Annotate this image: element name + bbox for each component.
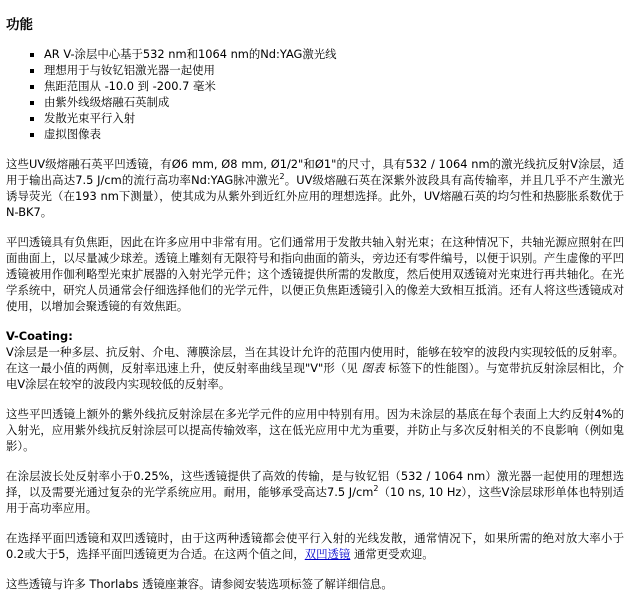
feature-item: ▪ 虚拟图像表 — [44, 126, 624, 142]
lens-selection-text-continued: 通常更受欢迎。 — [350, 547, 434, 561]
vcoating-text-continued: 标签下的性能图）。与宽带抗反射涂层相比，介电V涂层在较窄的波段内实现较低的反射率。 — [6, 361, 624, 391]
compatibility-paragraph: 这些透镜与许多 Thorlabs 透镜座兼容。请参阅安装选项标签了解详细信息。 — [6, 577, 393, 591]
uv-coating-paragraph: 这些平凹透镜上额外的紫外线抗反射涂层在多光学元件的应用中特别有用。因为未涂层的基底在每个表面上大约反射4%的入射光，应用紫外线抗反射涂层可以提高传输效率，这在低光应用中尤为重要，并防止与多次反射相关的不良影响（例如鬼影）。 — [6, 407, 624, 453]
feature-item: ▪ 理想用于与钕钇铝激光器一起使用 — [44, 62, 624, 78]
intro-text: 这些UV级熔融石英平凹透镜，有Ø6 mm, Ø8 mm, Ø1/2"和Ø1"的尺寸，具有532 / 1064 nm的激光线抗反射V涂层，适用于输出高达7.5 J/cm的流行高功率Nd:YAG脉冲激光 — [6, 157, 624, 187]
lens-selection-paragraph — [6, 530, 624, 562]
reflectance-text-continued: （10 ns, 10 Hz），这些V涂层球形单体也特别适用于高功率应用。 — [6, 485, 625, 515]
bi-concave-lens-link[interactable]: 双凹透镜 — [304, 547, 351, 561]
vcoating-paragraph — [6, 328, 624, 392]
superscript: 2 — [373, 484, 379, 494]
plano-concave-paragraph: 平凹透镜具有负焦距，因此在许多应用中非常有用。它们通常用于发散共轴入射光束；在这种情况下，共轴光源应照射在凹面曲面上，以尽量减少球差。透镜上雕刻有无限符号和指向曲面的箭头，旁边还有零件编号，以便于识别。产生虚像的平凹透镜被用作伽利略型光束扩展器的入射光学元件；这个透镜提供所需的发散度，然后使用双透镜对光束进行再共轴化。在光学系统中，研究人员通常会仔细选择他们的光学元件，以便正负焦距透镜引入的像差大致相互抵消。还有人将这些透镜成对使用，以增加会聚透镜的有效焦距。 — [6, 235, 624, 313]
vcoating-title: V-Coating: — [6, 329, 73, 343]
feature-item: ▪ AR V-涂层中心基于532 nm和1064 nm的Nd:YAG激光线 — [44, 46, 624, 62]
section-title: 功能 — [6, 17, 33, 33]
intro-paragraph — [6, 156, 624, 220]
feature-list — [6, 46, 624, 142]
feature-item: ▪ 发散光束平行入射 — [44, 110, 624, 126]
feature-item: ▪ 焦距范围从 -10.0 到 -200.7 毫米 — [44, 78, 624, 94]
feature-item: ▪ 由紫外线级熔融石英制成 — [44, 94, 624, 110]
reflectance-paragraph — [6, 468, 624, 516]
reflectance-text: 在涂层波长处反射率小于0.25%，这些透镜提供了高效的传输，是与钕钇铝（532 / 1064 nm）激光器一起使用的理想选择，以及需要光通过复杂的光学系统应用。耐用，能够承受高达7.5 J/cm — [6, 469, 624, 499]
intro-text-continued: 。UV级熔融石英在深紫外波段具有高传输率，并且几乎不产生激光诱导荧光（在193 nm下测量），使其成为从紫外到近红外应用的理想选择。此外，UV熔融石英的均匀性和热膨胀系数优于N-BK7。 — [6, 173, 624, 219]
lens-selection-text: 在选择平面凹透镜和双凹透镜时，由于这两种透镜都会使平行入射的光线发散，通常情况下，如果所需的绝对放大率小于0.2或大于5，选择平面凹透镜更为合适。在这两个值之间， — [6, 531, 624, 561]
chart-tab-reference: 图表 — [361, 361, 385, 375]
vcoating-text: V涂层是一种多层、抗反射、介电、薄膜涂层，当在其设计允许的范围内使用时，能够在较窄的波段内实现较低的反射率。在这一最小值的两侧，反射率迅速上升，使反射率曲线呈现"V"形（见 — [6, 345, 624, 375]
superscript: 2 — [279, 172, 285, 182]
